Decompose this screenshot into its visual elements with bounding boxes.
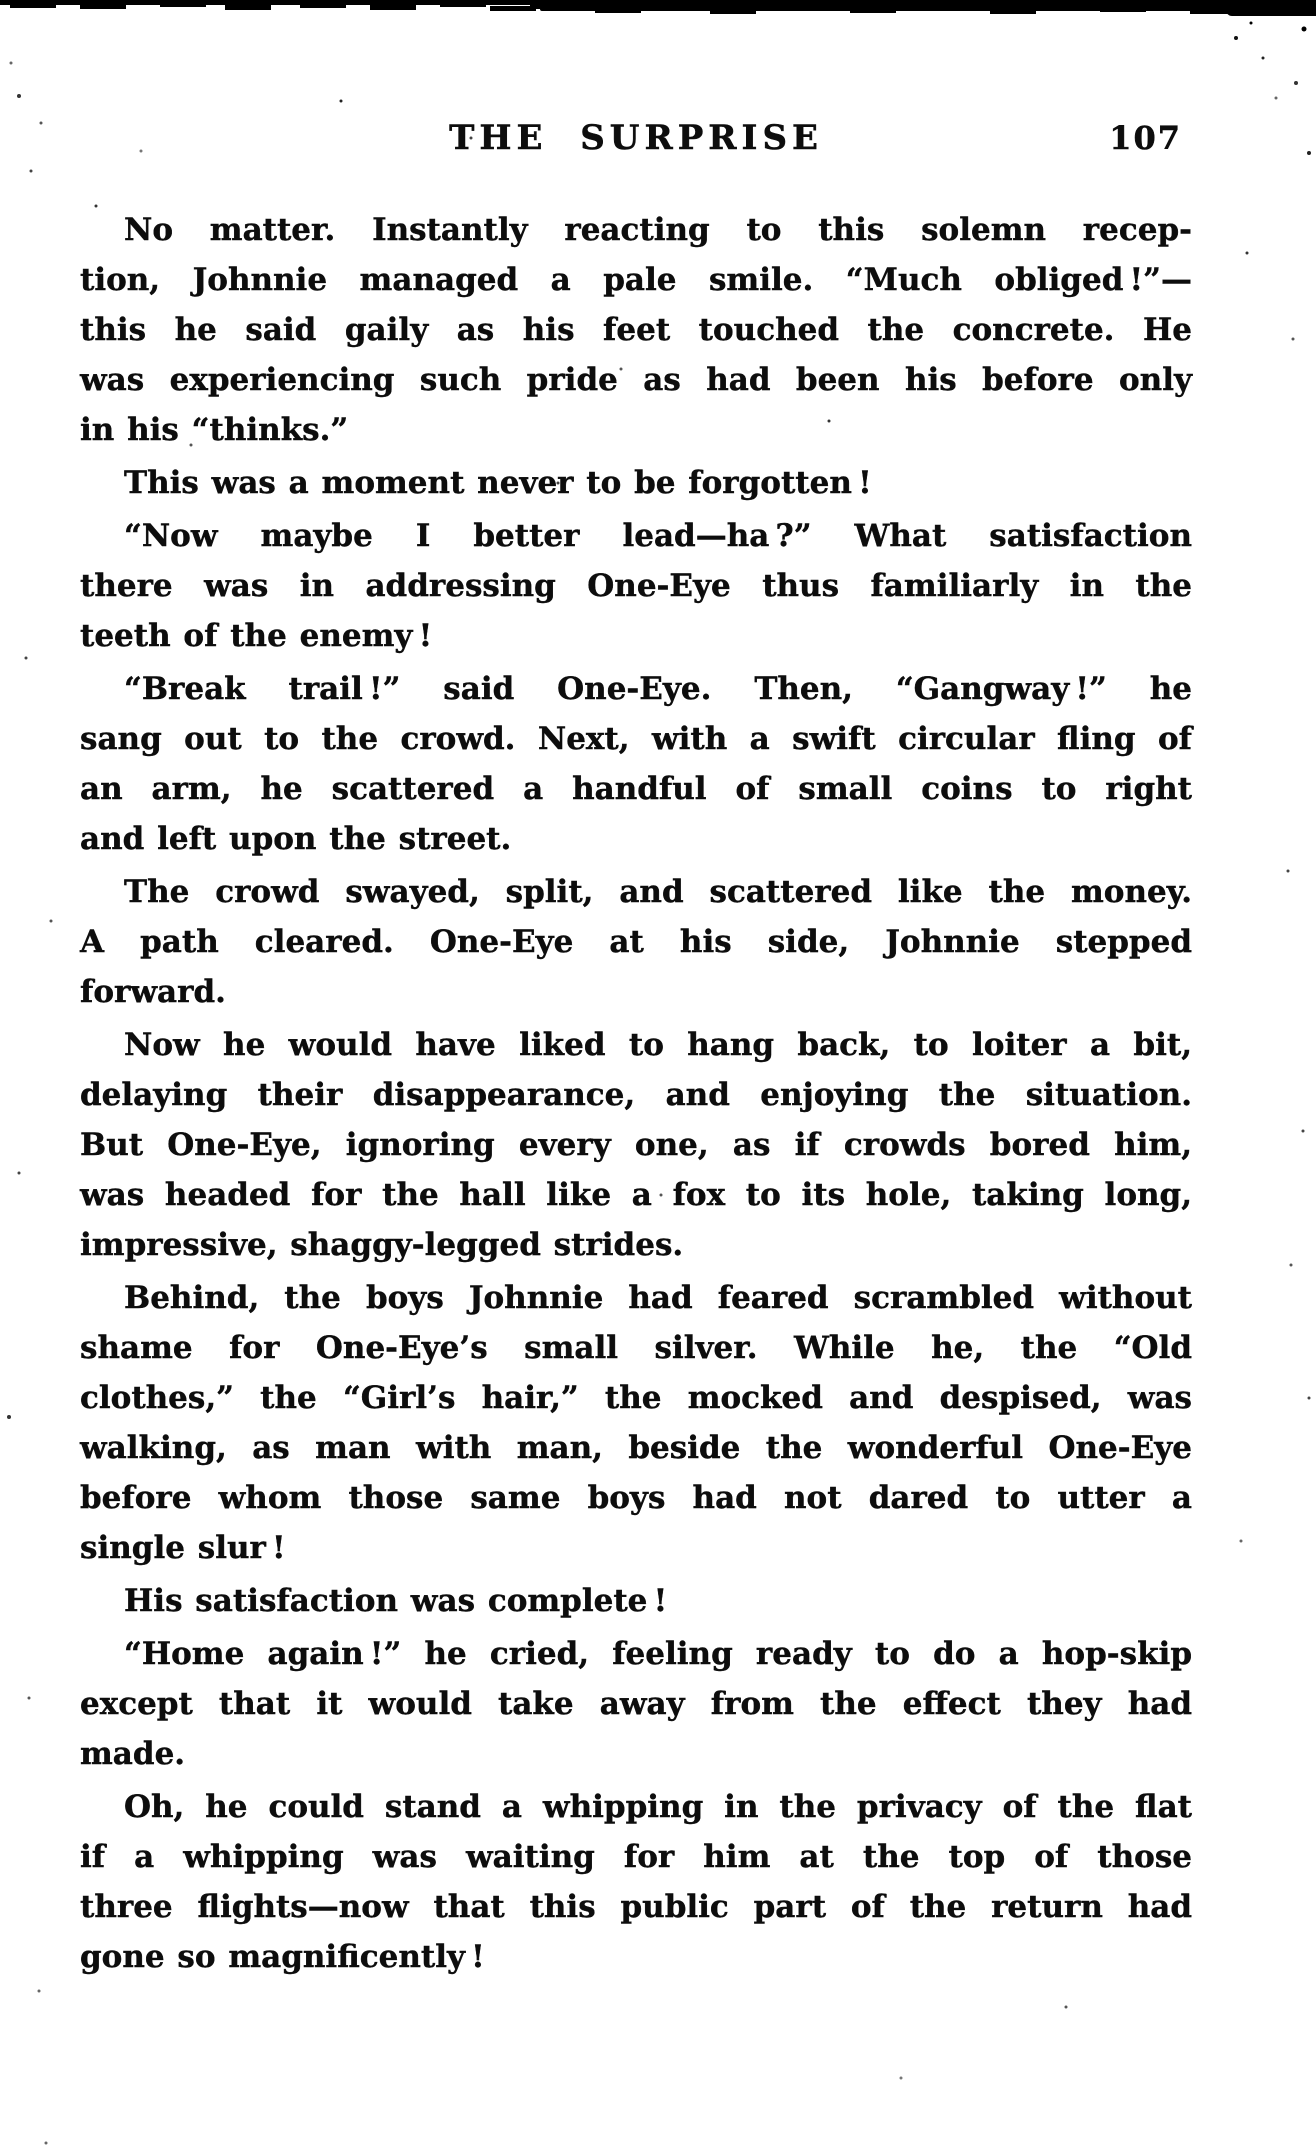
text-line: Behind, the boys Johnnie had feared scrambled without [124, 1280, 1192, 1316]
text-line: shame for One-Eye’s small silver. While he, the “Old [80, 1330, 1192, 1366]
text-line: before whom those same boys had not dared to utter a [80, 1480, 1192, 1516]
text-line: forward. [80, 974, 226, 1010]
paragraph [80, 664, 1192, 864]
text-line: was headed for the hall like a fox to its hole, taking long, [80, 1177, 1192, 1213]
text-line: “Home again !” he cried, feeling ready to do a hop-skip [124, 1636, 1192, 1672]
page-number: 107 [1109, 119, 1182, 157]
paragraph [80, 867, 1192, 1017]
paragraph [80, 1020, 1192, 1270]
paragraph [80, 458, 1192, 508]
text-line: impressive, shaggy-legged strides. [80, 1227, 684, 1263]
paragraph [80, 1782, 1192, 1982]
text-line: gone so magnificently ! [80, 1939, 485, 1975]
text-line: if a whipping was waiting for him at the top of those [80, 1839, 1192, 1875]
paragraph [80, 205, 1192, 455]
text-line: His satisfaction was complete ! [124, 1583, 668, 1619]
text-line: The crowd swayed, split, and scattered like the money. [124, 874, 1192, 910]
text-block [80, 205, 1192, 1985]
text-line: single slur ! [80, 1530, 286, 1566]
page-header [80, 118, 1192, 164]
paragraph [80, 511, 1192, 661]
text-line: delaying their disappearance, and enjoying the situation. [80, 1077, 1192, 1113]
paragraph [80, 1273, 1192, 1573]
text-line: made. [80, 1736, 186, 1772]
scan-edge-artifact [540, 0, 1316, 11]
paragraph [80, 1576, 1192, 1626]
text-line: this he said gaily as his feet touched the concrete. He [80, 312, 1192, 348]
text-line: except that it would take away from the effect they had [80, 1686, 1192, 1722]
text-line: clothes,” the “Girl’s hair,” the mocked and despised, was [80, 1380, 1192, 1416]
text-line: But One-Eye, ignoring every one, as if crowds bored him, [80, 1127, 1192, 1163]
text-line: teeth of the enemy ! [80, 618, 433, 654]
text-line: A path cleared. One-Eye at his side, Johnnie stepped [80, 924, 1192, 960]
scan-noise-specks [0, 0, 2, 2]
text-line: sang out to the crowd. Next, with a swift circular fling of [80, 721, 1192, 757]
scan-edge-artifact [10, 3, 56, 8]
text-line: No matter. Instantly reacting to this solemn recep- [124, 212, 1192, 248]
running-head: THE SURPRISE [449, 118, 823, 158]
text-line: “Break trail !” said One-Eye. Then, “Gangway !” he [124, 671, 1192, 707]
text-line: three flights—now that this public part of the return had [80, 1889, 1192, 1925]
text-line: walking, as man with man, beside the wonderful One-Eye [80, 1430, 1192, 1466]
text-line: and left upon the street. [80, 821, 512, 857]
text-line: in his “thinks.” [80, 412, 349, 448]
text-line: tion, Johnnie managed a pale smile. “Much obliged !”— [80, 262, 1192, 298]
text-line: “Now maybe I better lead—ha ?” What satisfaction [124, 518, 1192, 554]
scan-edge-artifact [1226, 0, 1316, 16]
text-line: This was a moment never to be forgotten ! [124, 465, 872, 501]
text-line: Oh, he could stand a whipping in the privacy of the flat [124, 1789, 1192, 1825]
text-line: there was in addressing One-Eye thus familiarly in the [80, 568, 1192, 604]
text-line: was experiencing such pride as had been his before only [80, 362, 1192, 398]
text-line: Now he would have liked to hang back, to loiter a bit, [124, 1027, 1192, 1063]
text-line: an arm, he scattered a handful of small coins to right [80, 771, 1192, 807]
paragraph [80, 1629, 1192, 1779]
